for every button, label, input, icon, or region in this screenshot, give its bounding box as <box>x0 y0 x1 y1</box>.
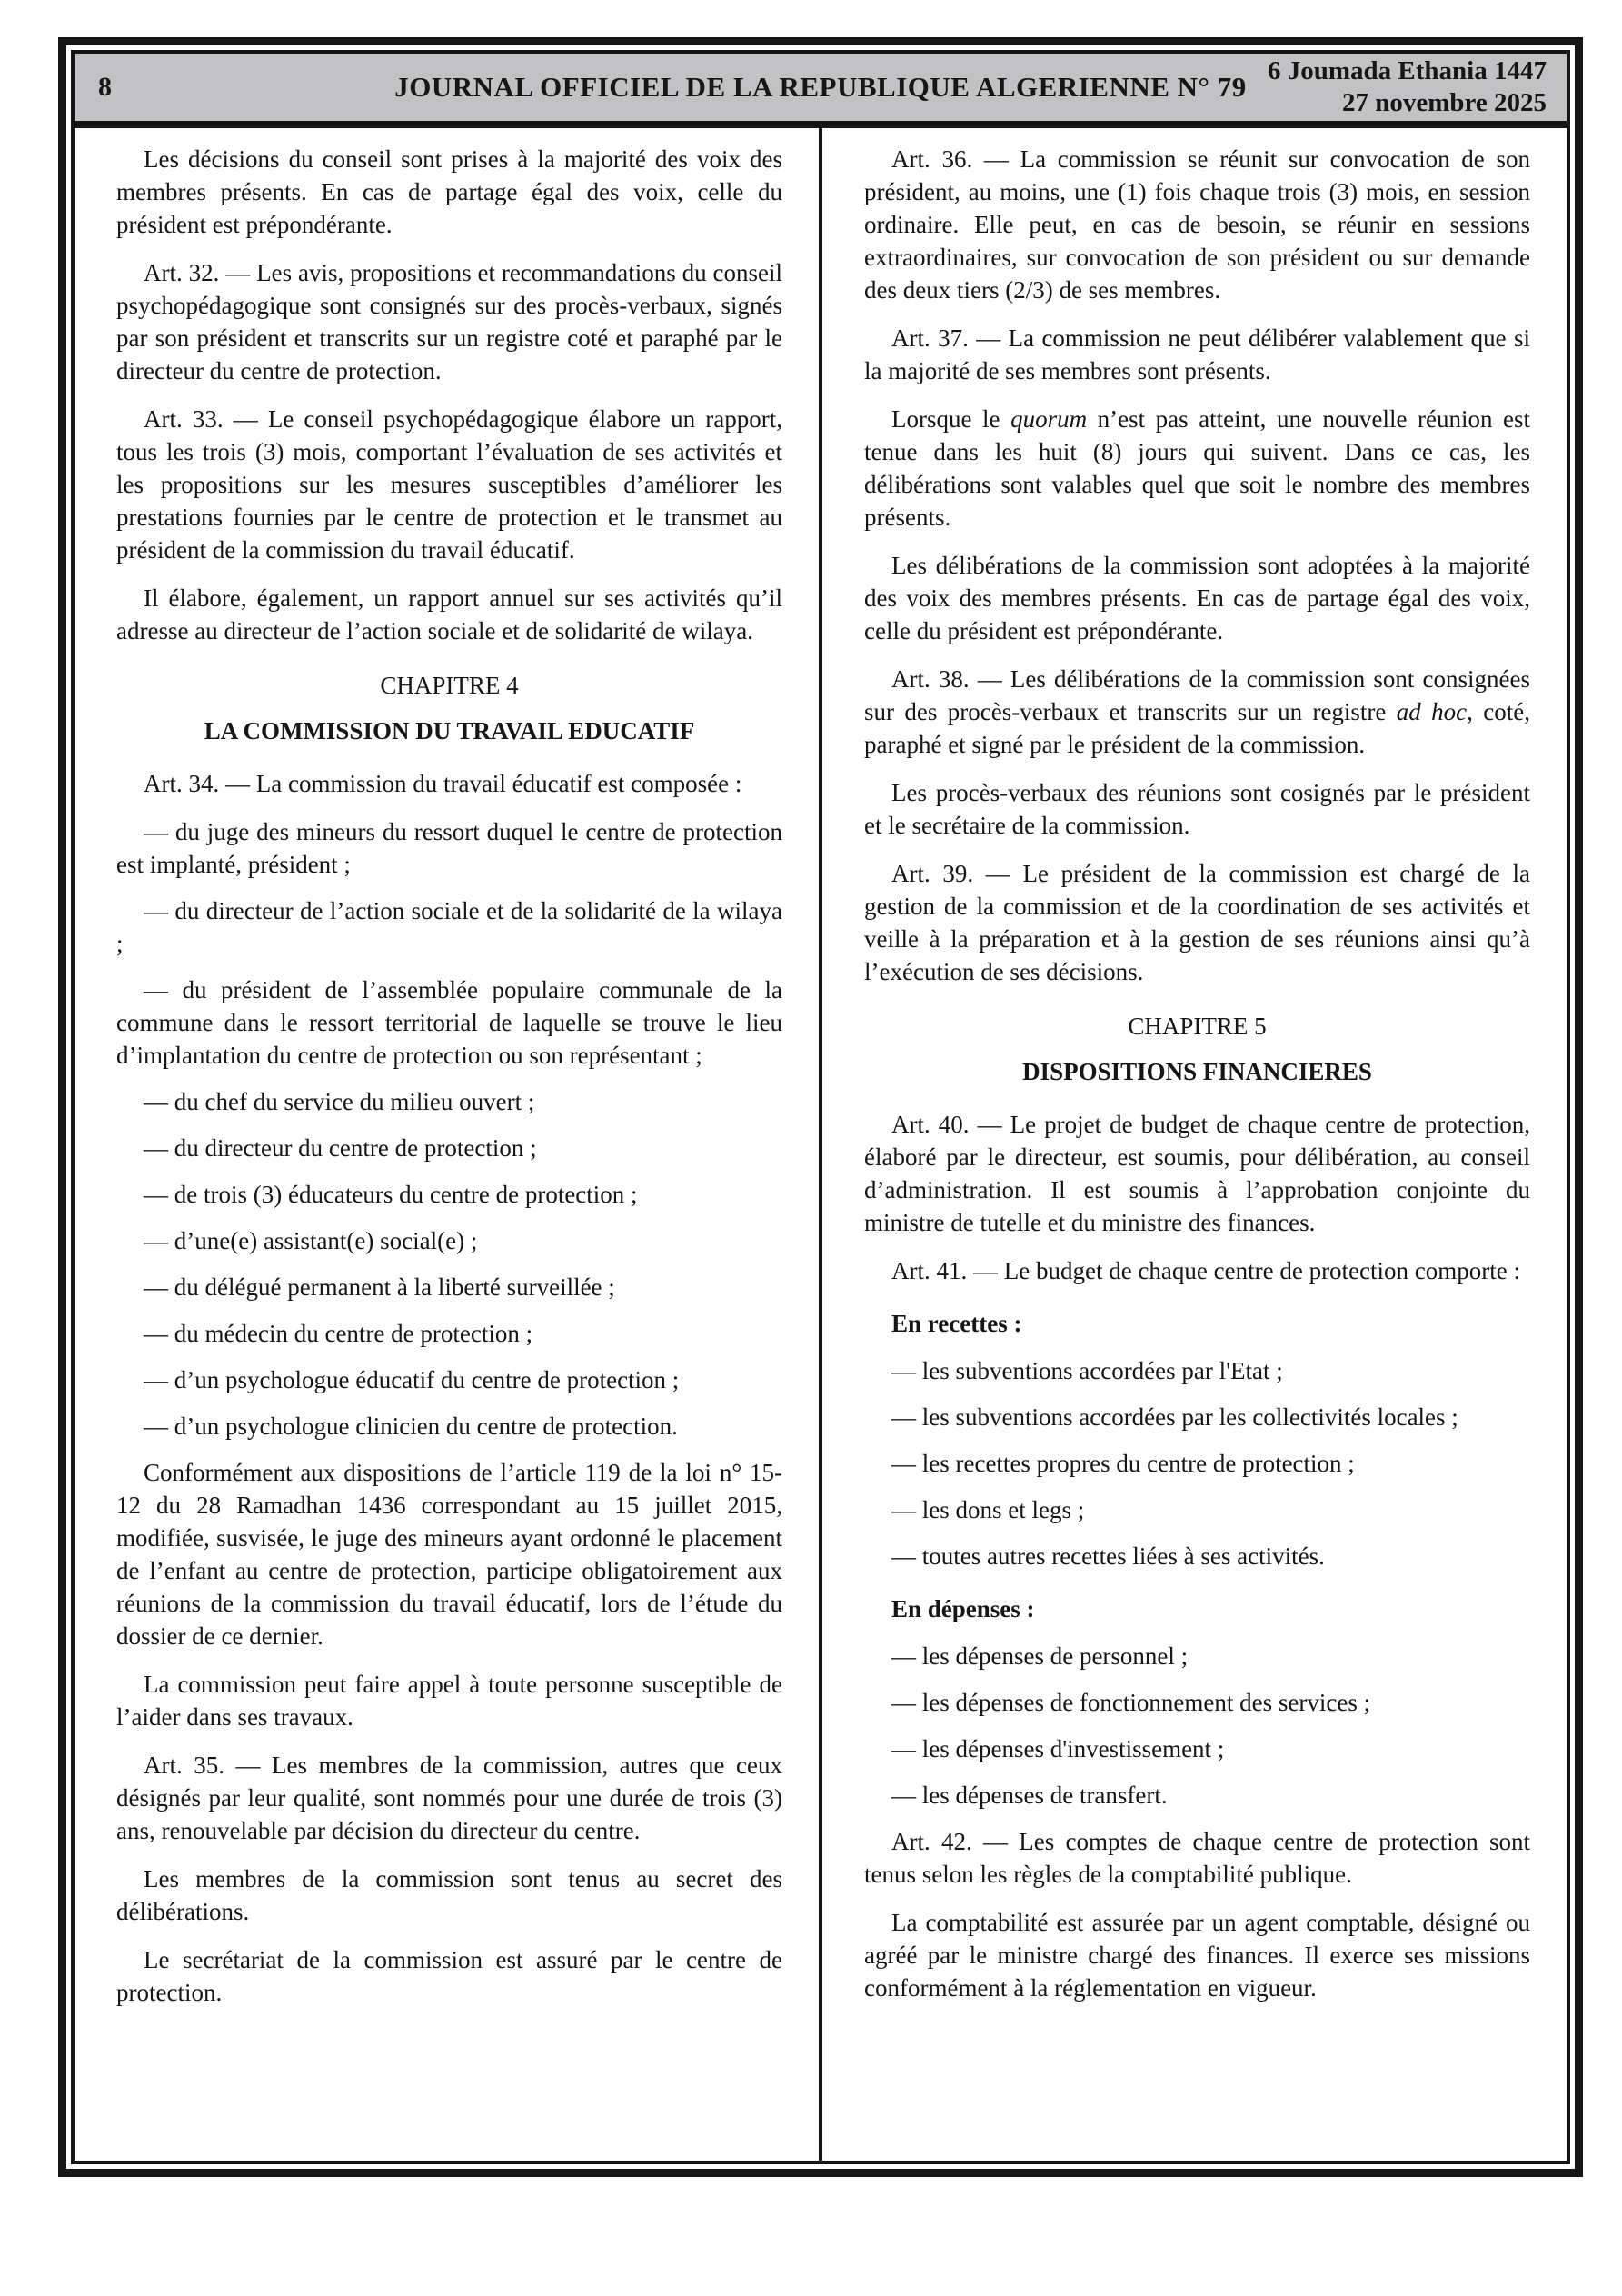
paragraph: Art. 37. — La commission ne peut délibérer valablement que si la majorité de ses membres sont présents. <box>864 324 1530 384</box>
list-item: — les dépenses de personnel ; <box>891 1642 1189 1670</box>
paragraph: Art. 35. — Les membres de la commission, autres que ceux désignés par leur qualité, sont nommés pour une durée de trois (3) ans, renouvelable par décision du directeur du centre. <box>116 1752 782 1844</box>
list-item: — les dépenses de transfert. <box>891 1782 1168 1809</box>
paragraph: Les membres de la commission sont tenus au secret des délibérations. <box>116 1865 782 1925</box>
date-gregorian: 27 novembre 2025 <box>1341 88 1547 117</box>
paragraph: Art. 39. — Le président de la commission est chargé de la gestion de la commission et de la coordination de ses activités et veille à la préparation et à la gestion de ses réunions ainsi qu’à l’exécution de ses décisions. <box>864 860 1530 985</box>
list-item: — du médecin du centre de protection ; <box>144 1320 533 1347</box>
paragraph: Lorsque le quorum n’est pas atteint, une nouvelle réunion est tenue dans les huit (8) jours qui suivent. Dans ce cas, les délibérations sont valables quel que soit le nombre des membres présents. <box>864 405 1531 531</box>
paragraph: Le secrétariat de la commission est assuré par le centre de protection. <box>116 1946 782 2006</box>
page-number: 8 <box>98 72 112 102</box>
paragraph: Conformément aux dispositions de l’article 119 de la loi n° 15-12 du 28 Ramadhan 1436 correspondant au 15 juillet 2015, modifiée, susvisée, le juge des mineurs ayant ordonné le placement de l’enfant au centre de protection, participe obligatoirement aux réunions de la commission du travail éducatif, lors de l’étude du dossier de ce dernier. <box>116 1459 782 1650</box>
list-item: — du directeur de l’action sociale et de la solidarité de la wilaya ; <box>116 897 782 957</box>
page-body <box>75 128 1567 2161</box>
paragraph: Art. 36. — La commission se réunit sur convocation de son président, au moins, une (1) fois chaque trois (3) mois, en session ordinaire. Elle peut, en cas de besoin, se réunir en sessions extraordinaires, sur convocation de son président ou sur demande des deux tiers (2/3) de ses membres. <box>864 145 1530 304</box>
paragraph: Art. 34. — La commission du travail éducatif est composée : <box>144 770 742 797</box>
list-item: — d’un psychologue éducatif du centre de protection ; <box>144 1366 680 1393</box>
paragraph: Il élabore, également, un rapport annuel sur ses activités qu’il adresse au directeur de l’action sociale et de solidarité de wilaya. <box>116 584 782 644</box>
paragraph: La comptabilité est assurée par un agent comptable, désigné ou agréé par le ministre chargé des finances. Il exerce ses missions conformément à la réglementation en vigueur. <box>864 1909 1530 2002</box>
chapter-heading: CHAPITRE 4 <box>380 672 519 699</box>
left-column <box>75 128 819 2161</box>
list-item: — de trois (3) éducateurs du centre de protection ; <box>144 1181 638 1208</box>
header-dates <box>1268 55 1547 119</box>
list-item: — d’un psychologue clinicien du centre de protection. <box>144 1413 678 1440</box>
list-item: — du juge des mineurs du ressort duquel le centre de protection est implanté, président ; <box>116 818 782 878</box>
paragraph: Art. 41. — Le budget de chaque centre de protection comporte : <box>891 1257 1520 1284</box>
paragraph: Art. 32. — Les avis, propositions et recommandations du conseil psychopédagogique sont consignés sur des procès-verbaux, signés par son président et transcrits sur un registre coté et paraphé par le directeur du centre de protection. <box>116 259 782 384</box>
paragraph: Les décisions du conseil sont prises à la majorité des voix des membres présents. En cas de partage égal des voix, celle du président est prépondérante. <box>116 145 782 238</box>
list-item: — toutes autres recettes liées à ses activités. <box>891 1542 1325 1570</box>
subheading: En dépenses : <box>891 1595 1035 1622</box>
paragraph: Art. 42. — Les comptes de chaque centre de protection sont tenus selon les règles de la comptabilité publique. <box>864 1828 1530 1888</box>
paragraph: Les délibérations de la commission sont adoptées à la majorité des voix des membres présents. En cas de partage égal des voix, celle du président est prépondérante. <box>864 552 1530 644</box>
section-heading: LA COMMISSION DU TRAVAIL EDUCATIF <box>204 717 695 744</box>
list-item: — du directeur du centre de protection ; <box>144 1134 537 1162</box>
paragraph: Art. 33. — Le conseil psychopédagogique élabore un rapport, tous les trois (3) mois, comportant l’évaluation de ses activités et les propositions sur les mesures susceptibles d’améliorer les prestations fournies par le centre de protection et le transmet au président de la commission du travail éducatif. <box>116 405 782 564</box>
list-item: — les dépenses de fonctionnement des services ; <box>891 1689 1371 1716</box>
paragraph: Les procès-verbaux des réunions sont cosignés par le président et le secrétaire de la commission. <box>864 779 1530 839</box>
list-item: — les dons et legs ; <box>891 1496 1085 1523</box>
paragraph: Art. 40. — Le projet de budget de chaque centre de protection, élaboré par le directeur, est soumis, pour délibération, au conseil d’administration. Il est soumis à l’approbation conjointe du ministre de tutelle et du ministre des finances. <box>864 1111 1530 1236</box>
list-item: — les subventions accordées par les collectivités locales ; <box>891 1403 1458 1431</box>
list-item: — du délégué permanent à la liberté surveillée ; <box>144 1273 615 1301</box>
page-frame <box>58 37 1583 2177</box>
subheading: En recettes : <box>891 1310 1022 1337</box>
section-heading: DISPOSITIONS FINANCIERES <box>1022 1058 1372 1085</box>
list-item: — les dépenses d'investissement ; <box>891 1735 1225 1762</box>
right-column <box>822 128 1567 2161</box>
date-hijri: 6 Joumada Ethania 1447 <box>1268 56 1547 85</box>
page-frame-inner <box>71 50 1570 2164</box>
list-item: — les recettes propres du centre de protection ; <box>891 1450 1355 1477</box>
list-item: — du président de l’assemblée populaire communale de la commune dans le ressort territorial de laquelle se trouve le lieu d’implantation du centre de protection ou son représentant ; <box>116 976 782 1069</box>
chapter-heading: CHAPITRE 5 <box>1128 1013 1267 1040</box>
header-band <box>75 54 1567 128</box>
paragraph: Art. 38. — Les délibérations de la commission sont consignées sur des procès-verbaux et transcrits sur un registre ad hoc, coté, paraphé et signé par le président de la commission. <box>864 665 1530 758</box>
list-item: — les subventions accordées par l'Etat ; <box>891 1357 1283 1384</box>
list-item: — d’une(e) assistant(e) social(e) ; <box>144 1227 478 1254</box>
paragraph: La commission peut faire appel à toute personne susceptible de l’aider dans ses travaux. <box>116 1671 782 1731</box>
list-item: — du chef du service du milieu ouvert ; <box>144 1088 535 1115</box>
journal-title: JOURNAL OFFICIEL DE LA REPUBLIQUE ALGERIENNE N° 79 <box>394 71 1247 103</box>
